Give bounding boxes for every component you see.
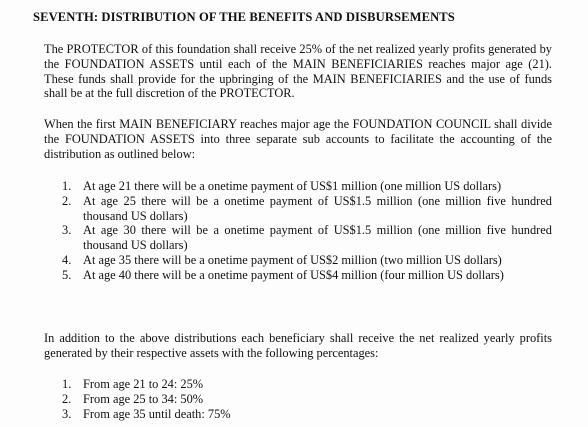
list-item: [62, 392, 362, 407]
list-text: From age 21 to 24: 25%: [83, 377, 204, 391]
list-item: [62, 253, 552, 268]
percentages-paragraph: In addition to the above distributions each beneficiary shall receive the net realized yearly profits generated by their respective assets with the following percentages:: [44, 331, 552, 360]
list-item: [62, 407, 362, 422]
percentage-list: [62, 377, 362, 421]
list-item: [62, 268, 552, 283]
list-number: 3.: [62, 223, 72, 238]
list-item: [62, 179, 552, 194]
list-item: [62, 194, 552, 224]
list-number: 1.: [62, 179, 72, 193]
list-text: At age 25 there will be a onetime payment of US$1.5 million (one million five hundred thousand US dollars): [83, 193, 552, 223]
list-text: At age 35 there will be a onetime payment of US$2 million (two million US dollars): [83, 252, 502, 267]
list-number: 2.: [62, 193, 72, 208]
sub-accounts-paragraph: When the first MAIN BENEFICIARY reaches major age the FOUNDATION COUNCIL shall divide the FOUNDATION ASSETS into three separate sub accounts to facilitate the accounting of the distribution as outlined below:: [44, 117, 552, 161]
section-heading: SEVENTH: DISTRIBUTION OF THE BENEFITS AND DISBURSEMENTS: [33, 10, 455, 24]
list-text: From age 25 to 34: 50%: [83, 391, 204, 406]
list-text: At age 40 there will be a onetime payment of US$4 million (four million US dollars): [83, 267, 504, 282]
list-text: From age 35 until death: 75%: [83, 406, 231, 421]
protector-paragraph: The PROTECTOR of this foundation shall receive 25% of the net realized yearly profits generated by the FOUNDATION ASSETS until each of the MAIN BENEFICIARIES reaches major age (21). These funds shall provide for the upbringing of the MAIN BENEFICIARIES and the use of funds shall be at the full discretion of the PROTECTOR.: [44, 42, 552, 101]
list-text: At age 30 there will be a onetime payment of US$1.5 million (one million five hundred thousand US dollars): [83, 223, 552, 253]
list-item: [62, 223, 552, 253]
payment-list: [62, 179, 552, 283]
list-text: At age 21 there will be a onetime payment of US$1 million (one million US dollars): [83, 179, 502, 193]
list-number: 2.: [62, 391, 72, 406]
list-number: 5.: [62, 267, 72, 282]
list-number: 3.: [62, 406, 72, 421]
list-item: [62, 377, 362, 392]
list-number: 1.: [62, 377, 72, 391]
list-number: 4.: [62, 252, 72, 267]
